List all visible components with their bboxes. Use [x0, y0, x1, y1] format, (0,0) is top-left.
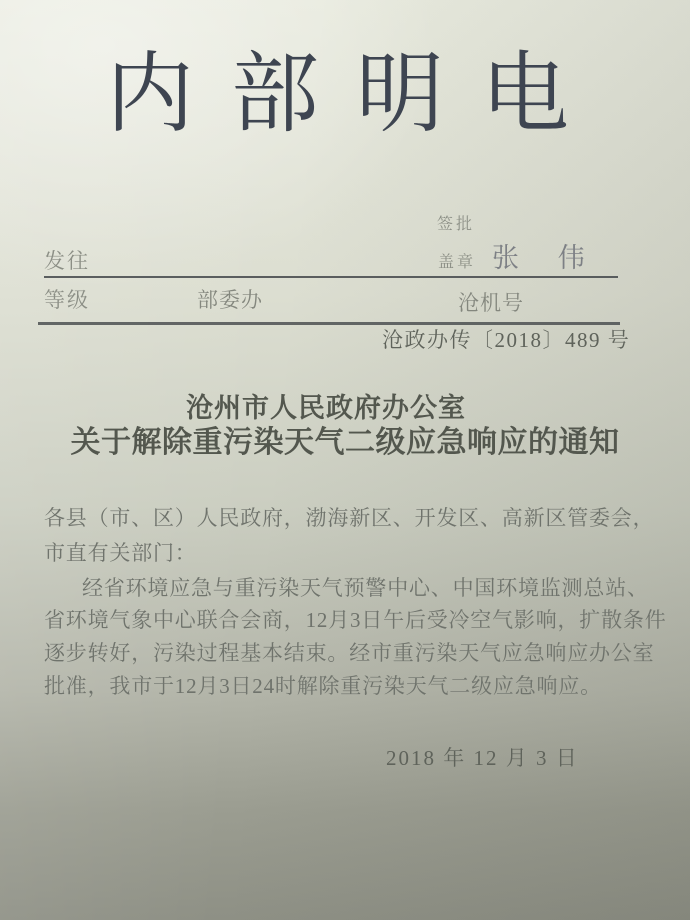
serial-label: 沧机号 — [458, 291, 524, 315]
body-text-line: 批准，我市于12月3日24时解除重污染天气二级应急响应。 — [44, 674, 602, 698]
salutation-line: 各县（市、区）人民政府，渤海新区、开发区、高新区管委会， — [44, 506, 655, 530]
signer-name: 张 伟 — [492, 243, 601, 273]
separator-line-top — [44, 276, 618, 278]
document-date: 2018 年 12 月 3 日 — [386, 746, 579, 770]
notice-subject-title: 关于解除重污染天气二级应急响应的通知 — [70, 426, 620, 459]
notice-office-name: 沧州市人民政府办公室 — [186, 393, 466, 423]
document-number: 沧政办传〔2018〕489 号 — [382, 328, 631, 352]
body-text-line: 省环境气象中心联合会商，12月3日午后受冷空气影响，扩散条件 — [44, 608, 667, 632]
send-to-label: 发往 — [44, 249, 90, 273]
level-value: 部委办 — [197, 288, 263, 312]
document-header-title: 内部明电 — [106, 44, 607, 143]
body-text-line: 经省环境应急与重污染天气预警中心、中国环境监测总站、 — [82, 576, 649, 600]
body-text-line: 逐步转好，污染过程基本结束。经市重污染天气应急响应办公室 — [44, 641, 655, 665]
sign-approve-label: 签批 — [437, 216, 476, 233]
separator-line-bottom — [38, 322, 620, 325]
level-label: 等级 — [44, 288, 90, 312]
salutation-line: 市直有关部门： — [44, 541, 197, 565]
stamp-label: 盖章 — [438, 254, 477, 271]
